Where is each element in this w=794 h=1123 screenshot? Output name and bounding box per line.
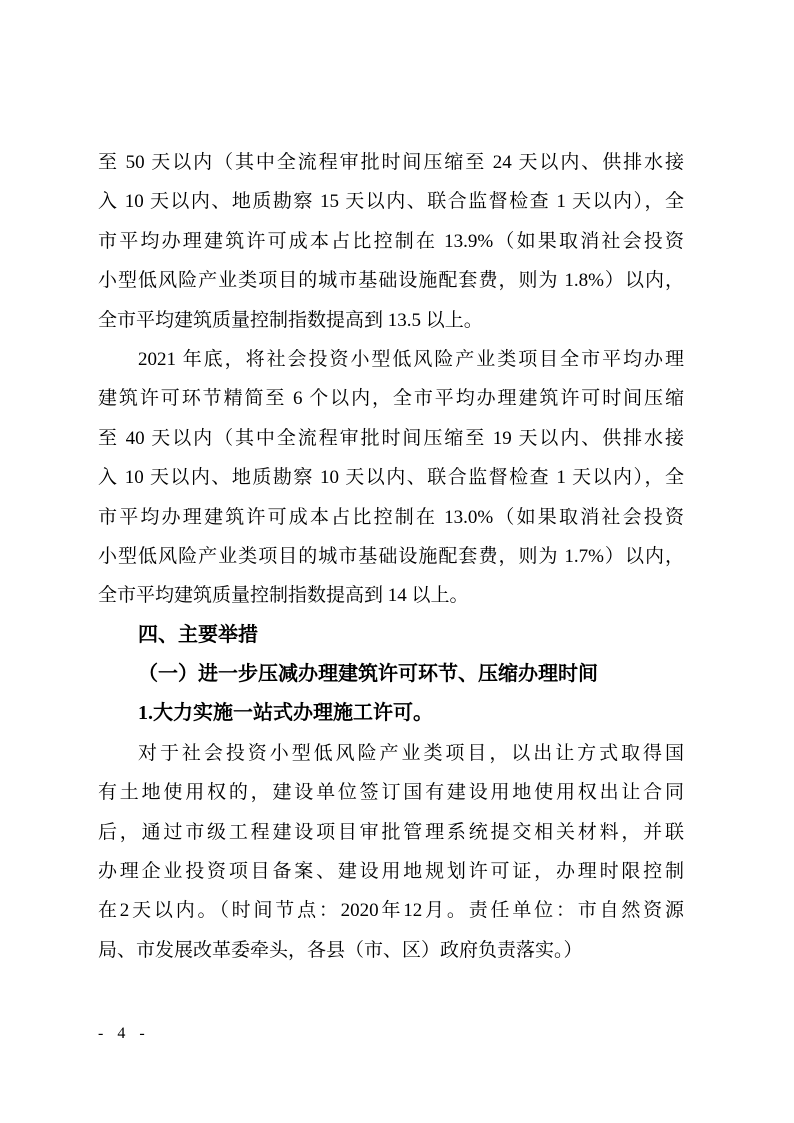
section-heading: 四、主要举措 <box>138 623 258 646</box>
text-line: 市平均办理建筑许可成本占比控制在 13.9%（如果取消社会投资 <box>98 230 684 252</box>
text-line: 全市平均建筑质量控制指数提高到 14 以上。 <box>98 585 469 607</box>
text-line: 小型低风险产业类项目的城市基础设施配套费，则为 1.7%）以内， <box>98 545 684 567</box>
paragraph-continuation <box>98 143 684 340</box>
subsection-heading: （一）进一步压减办理建筑许可环节、压缩办理时间 <box>138 663 598 686</box>
paragraph-measure-detail <box>98 734 684 970</box>
paragraph-2021-targets <box>98 340 684 616</box>
text-line: 至 40 天以内（其中全流程审批时间压缩至 19 天以内、供排水接 <box>98 427 684 449</box>
text-line: 有土地使用权的，建设单位签订国有建设用地使用权出让合同 <box>98 782 684 804</box>
text-line: 办理企业投资项目备案、建设用地规划许可证，办理时限控制 <box>98 861 684 883</box>
text-line: 后，通过市级工程建设项目审批管理系统提交相关材料，并联 <box>98 821 684 843</box>
text-line: 入 10 天以内、地质勘察 15 天以内、联合监督检查 1 天以内），全 <box>98 191 684 213</box>
text-line: 建筑许可环节精简至 6 个以内，全市平均办理建筑许可时间压缩 <box>98 388 684 410</box>
text-line: 局、市发展改革委牵头，各县（市、区）政府负责落实。） <box>98 939 583 961</box>
text-line: 2021 年底，将社会投资小型低风险产业类项目全市平均办理 <box>138 348 684 370</box>
item-heading: 1.大力实施一站式办理施工许可。 <box>138 702 433 725</box>
text-line: 入 10 天以内、地质勘察 10 天以内、联合监督检查 1 天以内），全 <box>98 467 684 489</box>
text-line: 全市平均建筑质量控制指数提高到 13.5 以上。 <box>98 309 483 331</box>
text-line: 小型低风险产业类项目的城市基础设施配套费，则为 1.8%）以内， <box>98 270 684 292</box>
text-line: 市平均办理建筑许可成本占比控制在 13.0%（如果取消社会投资 <box>98 506 684 528</box>
text-line: 在2天以内。（时间节点：2020年12月。责任单位：市自然资源 <box>98 900 684 922</box>
text-line: 对于社会投资小型低风险产业类项目，以出让方式取得国 <box>138 742 684 764</box>
page-number: - 4 - <box>98 1025 150 1042</box>
text-line: 至 50 天以内（其中全流程审批时间压缩至 24 天以内、供排水接 <box>98 152 684 173</box>
text-block <box>98 143 684 970</box>
